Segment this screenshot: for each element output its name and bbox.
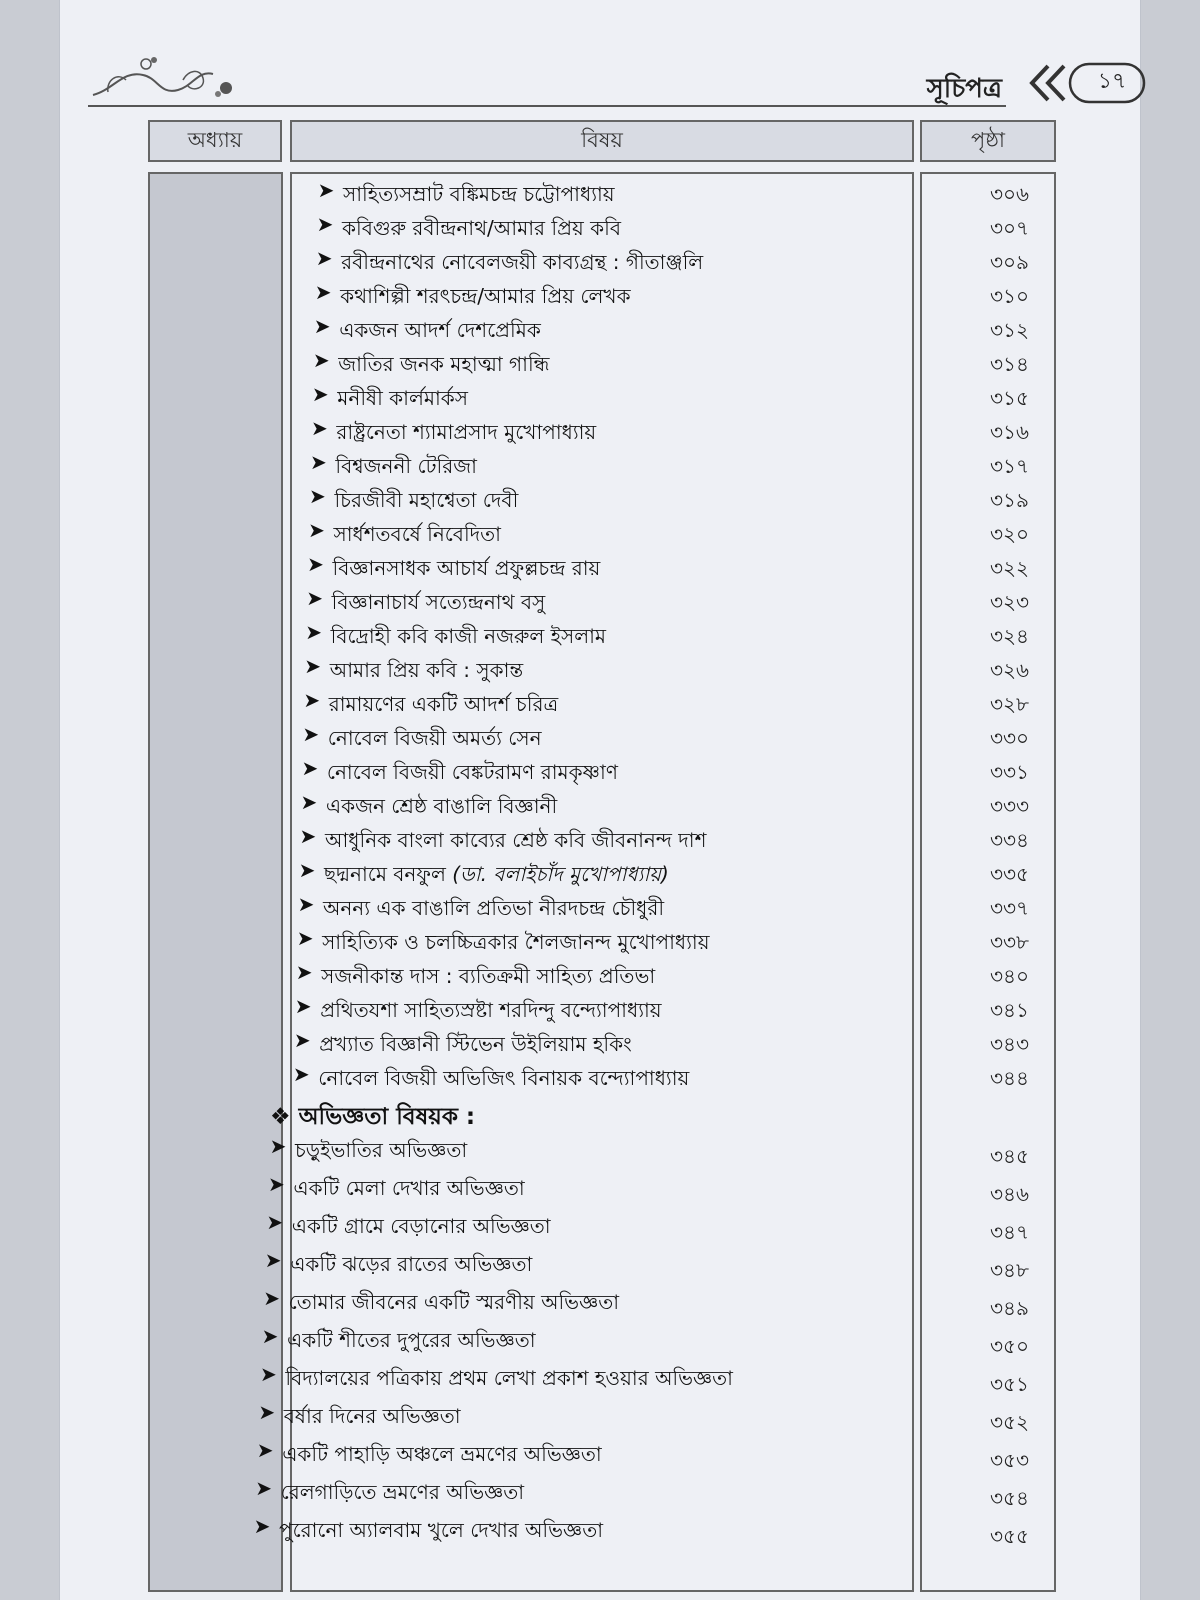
arrow-right-icon: ➤ <box>300 790 318 814</box>
toc-row <box>0 1062 1200 1096</box>
toc-page-number: ৩১৯ <box>990 488 1029 512</box>
toc-title: নোবেল বিজয়ী বেঙ্কটরামণ রামকৃষ্ণাণ <box>326 760 618 784</box>
toc-title: আধুনিক বাংলা কাব্যের শ্রেষ্ঠ কবি জীবনানন্দ দাশ <box>324 828 707 852</box>
toc-title: একজন শ্রেষ্ঠ বাঙালি বিজ্ঞানী <box>325 794 558 818</box>
toc-row <box>0 484 1200 518</box>
toc-page-number: ৩৩৫ <box>990 862 1029 886</box>
toc-title: বিদ্রোহী কবি কাজী নজরুল ইসলাম <box>330 624 607 648</box>
toc-row <box>0 1134 1200 1168</box>
arrow-right-icon: ➤ <box>310 450 327 474</box>
page-number: ১৭ <box>1097 69 1127 94</box>
toc-row <box>0 212 1200 246</box>
toc-page-number: ৩০৬ <box>990 182 1030 206</box>
arrow-right-icon: ➤ <box>306 586 323 610</box>
floral-ornament-icon <box>88 50 238 102</box>
arrow-right-icon: ➤ <box>317 178 335 202</box>
toc-title: নোবেল বিজয়ী অমর্ত্য সেন <box>327 726 542 750</box>
toc-title: প্রথিতযশা সাহিত্যস্রষ্টা শরদিন্দু বন্দ্যোপাধ্যায় <box>320 998 662 1022</box>
arrow-right-icon: ➤ <box>261 1324 279 1348</box>
toc-row <box>0 1210 1200 1244</box>
arrow-right-icon: ➤ <box>297 892 315 916</box>
toc-row <box>0 1286 1200 1320</box>
toc-title: একটি মেলা দেখার অভিজ্ঞতা <box>293 1176 525 1200</box>
toc-title: চড়ুইভাতির অভিজ্ঞতা <box>295 1138 468 1162</box>
toc-row <box>0 1248 1200 1282</box>
toc-row <box>0 756 1200 790</box>
toc-title: রাষ্ট্রনেতা শ্যামাপ্রসাদ মুখোপাধ্যায় <box>336 420 597 444</box>
toc-title: বিজ্ঞানাচার্য সত্যেন্দ্রনাথ বসু <box>331 590 546 614</box>
arrow-right-icon: ➤ <box>308 518 325 542</box>
toc-title: বিজ্ঞানসাধক আচার্য প্রফুল্লচন্দ্র রায় <box>332 556 601 580</box>
header-divider <box>88 105 1006 107</box>
toc-title: অনন্য এক বাঙালি প্রতিভা নীরদচন্দ্র চৌধুরী <box>323 896 665 920</box>
toc-row <box>0 178 1200 212</box>
toc-row <box>0 858 1200 892</box>
toc-page-number: ৩১৭ <box>990 454 1029 478</box>
toc-title: সাহিত্যিক ও চলচ্চিত্রকার শৈলজানন্দ মুখোপাধ্যায় <box>322 930 710 954</box>
toc-title: ছদ্মনামে বনফুল (ডা. বলাইচাঁদ মুখোপাধ্যায়) <box>324 862 669 886</box>
toc-row <box>0 518 1200 552</box>
toc-row <box>0 246 1200 280</box>
arrow-right-icon: ➤ <box>309 484 326 508</box>
arrow-right-icon: ➤ <box>260 1362 277 1386</box>
toc-page-number: ৩৪০ <box>990 964 1029 988</box>
toc-row <box>0 416 1200 450</box>
arrow-right-icon: ➤ <box>269 1134 287 1158</box>
arrow-right-icon: ➤ <box>307 552 324 576</box>
arrow-right-icon: ➤ <box>266 1210 284 1234</box>
arrow-right-icon: ➤ <box>302 722 320 746</box>
toc-row <box>0 892 1200 926</box>
arrow-right-icon: ➤ <box>303 688 321 712</box>
toc-title: পুরোনো অ্যালবাম খুলে দেখার অভিজ্ঞতা <box>279 1518 604 1542</box>
arrow-right-icon: ➤ <box>263 1286 280 1310</box>
arrow-right-icon: ➤ <box>316 212 334 236</box>
toc-page-number: ৩৩৮ <box>990 930 1029 954</box>
toc-row <box>0 722 1200 756</box>
toc-page-number: ৩২৮ <box>990 692 1029 716</box>
arrow-right-icon: ➤ <box>299 824 317 848</box>
toc-title: বর্ষার দিনের অভিজ্ঞতা <box>283 1404 461 1428</box>
toc-page-number: ৩১২ <box>990 318 1029 342</box>
toc-title: আমার প্রিয় কবি : সুকান্ত <box>329 658 524 682</box>
arrow-right-icon: ➤ <box>311 382 329 406</box>
toc-title: একটি শীতের দুপুরের অভিজ্ঞতা <box>287 1328 536 1352</box>
toc-title-suffix: (ডা. বলাইচাঁদ মুখোপাধ্যায়) <box>445 862 669 886</box>
arrow-right-icon: ➤ <box>313 314 331 338</box>
toc-title: সজনীকান্ত দাস : ব্যতিক্রমী সাহিত্য প্রতিভা <box>321 964 656 988</box>
toc-title: বিদ্যালয়ের পত্রিকায় প্রথম লেখা প্রকাশ হওয়ার অভিজ্ঞতা <box>285 1366 733 1390</box>
arrow-right-icon: ➤ <box>312 348 330 372</box>
toc-title: রামায়ণের একটি আদর্শ চরিত্র <box>328 692 559 716</box>
toc-page-number: ৩৩১ <box>990 760 1029 784</box>
toc-page-number: ৩২২ <box>990 556 1030 580</box>
toc-page-number: ৩৪৭ <box>990 1220 1029 1244</box>
arrow-right-icon: ➤ <box>295 960 313 984</box>
toc-page-number: ৩৫০ <box>990 1334 1029 1358</box>
toc-row <box>0 1514 1200 1548</box>
toc-title: প্রখ্যাত বিজ্ঞানী স্টিভেন উইলিয়াম হকিং <box>319 1032 632 1056</box>
toc-row <box>0 824 1200 858</box>
toc-title: মনীষী কার্লমার্কস <box>337 386 468 410</box>
arrow-right-icon: ➤ <box>315 246 333 270</box>
toc-title: কথাশিল্পী শরৎচন্দ্র/আমার প্রিয় লেখক <box>340 284 631 308</box>
toc-page-number: ৩১৬ <box>990 420 1029 444</box>
toc-row <box>0 688 1200 722</box>
toc-page-number: ৩৫৪ <box>990 1486 1029 1510</box>
toc-title: রবীন্দ্রনাথের নোবেলজয়ী কাব্যগ্রন্থ : গীতাঞ্জলি <box>341 250 704 274</box>
toc-page-number: ৩৩০ <box>990 726 1030 750</box>
toc-row <box>0 1476 1200 1510</box>
toc-page-number: ৩৪৬ <box>990 1182 1029 1206</box>
toc-page-number: ৩২০ <box>990 522 1030 546</box>
toc-page-number: ৩২৪ <box>990 624 1029 648</box>
toc-row <box>0 552 1200 586</box>
arrow-right-icon: ➤ <box>314 280 332 304</box>
toc-page-number: ৩০৭ <box>990 216 1030 240</box>
toc-page-number: ৩৪৪ <box>990 1066 1029 1090</box>
arrow-right-icon: ➤ <box>255 1476 272 1500</box>
column-header-chapter: অধ্যায় <box>148 120 282 162</box>
column-header-page: পৃষ্ঠা <box>920 120 1056 162</box>
toc-title: একটি ঝড়ের রাতের অভিজ্ঞতা <box>290 1252 533 1276</box>
arrow-right-icon: ➤ <box>293 1028 311 1052</box>
toc-page-number: ৩৫২ <box>990 1410 1029 1434</box>
toc-title: একটি গ্রামে বেড়ানোর অভিজ্ঞতা <box>291 1214 551 1238</box>
toc-title: একজন আদর্শ দেশপ্রেমিক <box>339 318 541 342</box>
toc-title: কবিগুরু রবীন্দ্রনাথ/আমার প্রিয় কবি <box>342 216 622 240</box>
toc-title: জাতির জনক মহাত্মা গান্ধি <box>338 352 550 376</box>
section-title: অভিজ্ঞতা বিষয়ক : <box>298 1104 476 1130</box>
toc-title: নোবেল বিজয়ী অভিজিৎ বিনায়ক বন্দ্যোপাধ্যায় <box>318 1066 690 1090</box>
toc-row <box>0 994 1200 1028</box>
toc-row <box>0 1028 1200 1062</box>
arrow-right-icon: ➤ <box>264 1248 282 1272</box>
toc-page-number: ৩৪৮ <box>990 1258 1029 1282</box>
arrow-right-icon: ➤ <box>253 1514 271 1538</box>
toc-title: তোমার জীবনের একটি স্মরণীয় অভিজ্ঞতা <box>288 1290 620 1314</box>
toc-title: চিরজীবী মহাশ্বেতা দেবী <box>334 488 519 512</box>
toc-row <box>0 654 1200 688</box>
arrow-right-icon: ➤ <box>256 1438 274 1462</box>
arrow-right-icon: ➤ <box>305 620 323 644</box>
toc-page-number: ৩৫৫ <box>990 1524 1029 1548</box>
toc-row <box>0 1324 1200 1358</box>
arrow-right-icon: ➤ <box>294 994 312 1018</box>
toc-title: সাহিত্যসম্রাট বঙ্কিমচন্দ্র চট্টোপাধ্যায় <box>343 182 615 206</box>
toc-row <box>0 586 1200 620</box>
page-badge <box>1018 60 1148 106</box>
toc-row <box>0 926 1200 960</box>
toc-title: বিশ্বজননী টেরিজা <box>335 454 477 478</box>
diamond-bullet-icon: ❖ <box>270 1104 299 1130</box>
arrow-right-icon: ➤ <box>298 858 316 882</box>
header-title: সূচিপত্র <box>926 74 1002 104</box>
arrow-right-icon: ➤ <box>304 654 322 678</box>
arrow-right-icon: ➤ <box>301 756 319 780</box>
toc-title: রেলগাড়িতে ভ্রমণের অভিজ্ঞতা <box>280 1480 525 1504</box>
toc-page-number: ৩৫১ <box>990 1372 1029 1396</box>
toc-page-number: ৩৪৩ <box>990 1032 1029 1056</box>
toc-row <box>0 1400 1200 1434</box>
arrow-right-icon: ➤ <box>310 416 328 440</box>
section-heading <box>270 1098 475 1137</box>
toc-title: একটি পাহাড়ি অঞ্চলে ভ্রমণের অভিজ্ঞতা <box>282 1442 602 1466</box>
toc-row <box>0 790 1200 824</box>
arrow-right-icon: ➤ <box>258 1400 276 1424</box>
toc-page-number: ৩৪৫ <box>990 1144 1029 1168</box>
toc-row <box>0 960 1200 994</box>
toc-row <box>0 1362 1200 1396</box>
toc-page-number: ৩২৩ <box>990 590 1030 614</box>
toc-page-number: ৩৩৭ <box>990 896 1030 920</box>
arrow-right-icon: ➤ <box>296 926 314 950</box>
toc-row <box>0 314 1200 348</box>
toc-page-number: ৩০৯ <box>990 250 1029 274</box>
toc-page-number: ৩৪১ <box>990 998 1029 1022</box>
toc-page-number: ৩৩৪ <box>990 828 1029 852</box>
toc-page-number: ৩৪৯ <box>990 1296 1029 1320</box>
column-header-subject: বিষয় <box>290 120 914 162</box>
toc-page-number: ৩২৬ <box>990 658 1030 682</box>
toc-page-number: ৩৫৩ <box>990 1448 1029 1472</box>
toc-row <box>0 1438 1200 1472</box>
arrow-right-icon: ➤ <box>292 1062 310 1086</box>
toc-row <box>0 620 1200 654</box>
toc-row <box>0 280 1200 314</box>
toc-page-number: ৩১৫ <box>990 386 1029 410</box>
toc-page-number: ৩৩৩ <box>990 794 1030 818</box>
toc-page-number: ৩১৪ <box>990 352 1029 376</box>
toc-page-number: ৩১০ <box>990 284 1029 308</box>
arrow-right-icon: ➤ <box>268 1172 285 1196</box>
toc-title: সার্ধশতবর্ষে নিবেদিতা <box>333 522 501 546</box>
toc-row <box>0 1172 1200 1206</box>
toc-row <box>0 382 1200 416</box>
toc-row <box>0 450 1200 484</box>
toc-row <box>0 348 1200 382</box>
